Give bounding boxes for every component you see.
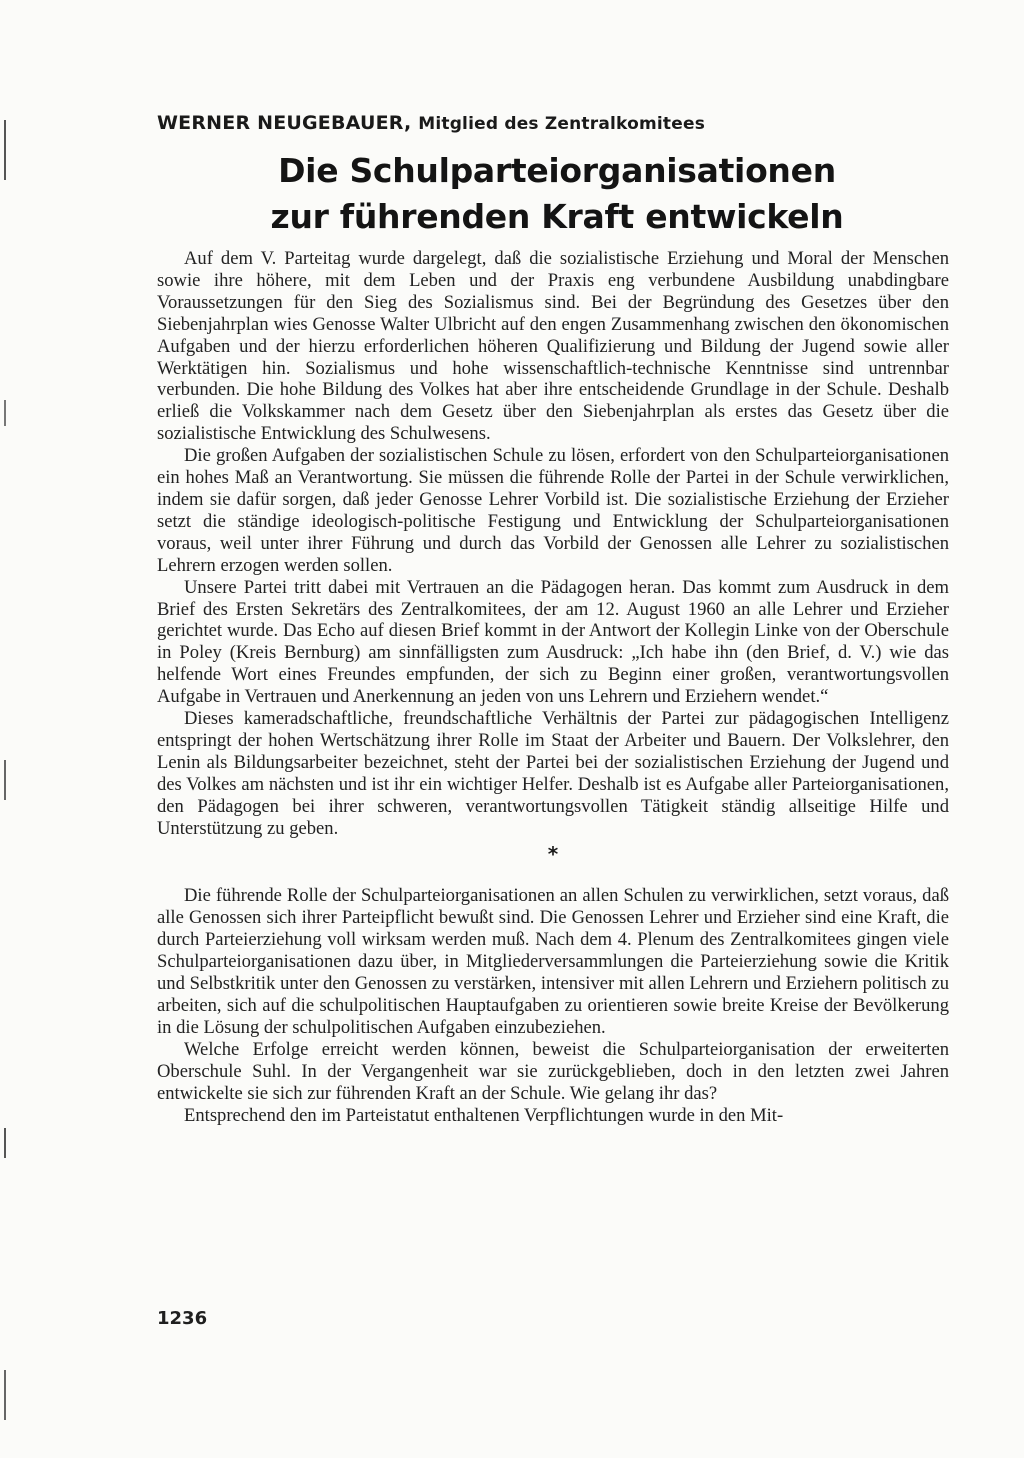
article-body — [157, 248, 949, 1126]
author-name: WERNER NEUGEBAUER, — [157, 112, 412, 134]
paragraph: Unsere Partei tritt dabei mit Vertrauen an die Pädagogen heran. Das kommt zum Ausdruck in dem Brief des Ersten Sekretärs des Zentralkomitees, der am 12. August 1960 an alle Lehrer und Erzieher gerichtet wurde. Das Echo auf diesen Brief kommt in der Antwort der Kollegin Linke von der Oberschule in Poley (Kreis Bernburg) am sinnfälligsten zum Ausdruck: „Ich habe ihn (den Brief, d. V.) wie das helfende Wort eines Freundes empfunden, der sich zu Beginn einer großen, verantwortungsvollen Aufgabe in Vertrauen und Anerkennung an jeden von uns Lehrern und Erziehern wendet.“ — [157, 576, 949, 708]
paragraph: Die großen Aufgaben der sozialistischen Schule zu lösen, erfordert von den Schulparteiorganisationen ein hohes Maß an Verantwortung. Sie müssen die führende Rolle der Partei in der Schule verwirklichen, indem sie dafür sorgen, daß jeder Genosse Lehrer Vorbild ist. Die sozialistische Erziehung der Erzieher setzt die ständige ideologisch-politische Festigung und Entwicklung der Schulparteiorganisationen voraus, weil unter ihrer Führung und durch das Vorbild der Genossen alle Lehrer zu sozialistischen Lehrern erzogen werden sollen. — [157, 445, 949, 576]
page-number: 1236 — [157, 1308, 208, 1329]
paragraph: Die führende Rolle der Schulparteiorganisationen an allen Schulen zu verwirklichen, setzt voraus, daß alle Genossen sich ihrer Parteipflicht bewußt sind. Die Genossen Lehrer und Erzieher sind eine Kraft, die durch Parteierziehung voll wirksam werden muß. Nach dem 4. Plenum des Zentralkomitees gingen viele Schulparteiorganisationen dazu über, in Mitgliederversammlungen die Parteierziehung sowie die Kritik und Selbstkritik unter den Genossen zu verstärken, intensiver mit allen Lehrern und Erziehern politisch zu arbeiten, sich auf die schulpolitischen Hauptaufgaben zu orientieren sowie breite Kreise der Bevölkerung in die Lösung der schulpolitischen Aufgaben einzubeziehen. — [157, 885, 949, 1038]
paragraph: Dieses kameradschaftliche, freundschaftliche Verhältnis der Partei zur pädagogischen Intelligenz entspringt der hohen Wertschätzung ihrer Rolle im Staat der Arbeiter und Bauern. Der Volkslehrer, den Lenin als Bildungsarbeiter bezeichnet, steht der Partei bei der sozialistischen Erziehung der Jugend und des Volkes am nächsten und ist ihr ein wichtiger Helfer. Deshalb ist es Aufgabe aller Parteiorganisationen, den Pädagogen bei ihrer schweren, verantwortungsvollen Tätigkeit ständig allseitige Hilfe und Unterstützung zu geben. — [157, 708, 949, 839]
paragraph: Welche Erfolge erreicht werden können, beweist die Schulparteiorganisation der erweiterten Oberschule Suhl. In der Vergangenheit war sie zurückgeblieben, doch in den letzten zwei Jahren entwickelte sie sich zur führenden Kraft an der Schule. Wie gelang ihr das? — [157, 1038, 949, 1104]
scan-edge-marks — [4, 0, 7, 1458]
author-line — [157, 112, 877, 134]
author-role: Mitglied des Zentralkomitees — [418, 114, 706, 134]
article-title — [157, 148, 957, 240]
section-separator: * — [547, 842, 559, 867]
title-line-2: zur führenden Kraft entwickeln — [270, 197, 844, 236]
paragraph: Entsprechend den im Parteistatut enthaltenen Verpflichtungen wurde in den Mit- — [184, 1104, 784, 1126]
paragraph: Auf dem V. Parteitag wurde dargelegt, daß die sozialistische Erziehung und Moral der Menschen sowie ihre höhere, mit dem Leben und der Praxis eng verbundene Ausbildung unabdingbare Voraussetzungen für den Sieg des Sozialismus sind. Bei der Begründung des Gesetzes über den Siebenjahrplan wies Genosse Walter Ulbricht auf den engen Zusammenhang zwischen den ökonomischen Aufgaben und der hierzu erforderlichen höheren Qualifizierung und Bildung der Jugend sowie aller Werktätigen hin. Sozialismus und hohe wissenschaftlich-technische Kenntnisse sind untrennbar verbunden. Die hohe Bildung des Volkes hat aber ihre entscheidende Grundlage in der Schule. Deshalb erließ die Volkskammer nach dem Gesetz über den Siebenjahrplan als erstes das Gesetz über die sozialistische Entwicklung des Schulwesens. — [157, 248, 949, 445]
title-line-1: Die Schulparteiorganisationen — [278, 151, 836, 190]
